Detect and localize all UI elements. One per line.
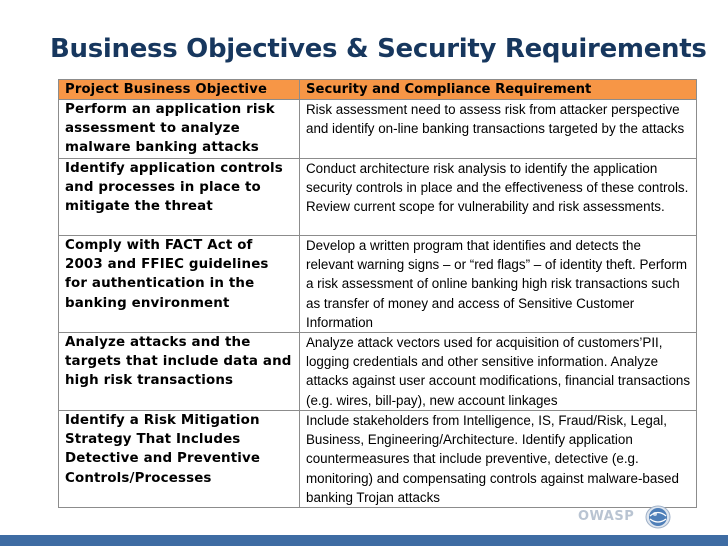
footer-bar <box>0 535 728 546</box>
column-header-requirement: Security and Compliance Requirement <box>300 80 697 100</box>
table-row <box>59 236 697 333</box>
objective-cell: Identify a Risk Mitigation Strategy That Includes Detective and Preventive Controls/Processes <box>59 411 300 508</box>
table-row <box>59 159 697 236</box>
table-row <box>59 333 697 411</box>
objective-cell: Analyze attacks and the targets that include data and high risk transactions <box>59 333 300 411</box>
owasp-logo <box>578 505 672 527</box>
table-row <box>59 411 697 508</box>
requirement-cell: Include stakeholders from Intelligence, IS, Fraud/Risk, Legal, Business, Engineering/Architecture. Identify application countermeasures that include preventive, detective (e.g. monitoring) and compensating controls against malware-based banking Trojan attacks <box>300 411 697 508</box>
objectives-table <box>58 79 697 508</box>
requirement-cell: Develop a written program that identifies and detects the relevant warning signs – or “red flags” – of identity theft. Perform a risk assessment of online banking high risk transactions such as transfer of money and access of Sensitive Customer Information <box>300 236 697 333</box>
column-header-objective: Project Business Objective <box>59 80 300 100</box>
slide-title: Business Objectives & Security Requirements <box>50 34 707 64</box>
objective-cell: Identify application controls and processes in place to mitigate the threat <box>59 159 300 236</box>
table-header-row <box>59 80 697 100</box>
objective-cell: Comply with FACT Act of 2003 and FFIEC guidelines for authentication in the banking environment <box>59 236 300 333</box>
table-row <box>59 100 697 159</box>
requirement-cell: Analyze attack vectors used for acquisition of customers’PII, logging credentials and other sensitive information. Analyze attacks against user account modifications, financial transactions (e.g. wires, bill-pay), new account linkages <box>300 333 697 411</box>
requirement-cell: Conduct architecture risk analysis to identify the application security controls in place and the effectiveness of these controls. Review current scope for vulnerability and risk assessments. <box>300 159 697 236</box>
logo-text: OWASP <box>578 508 635 524</box>
wasp-globe-icon <box>642 503 672 529</box>
requirement-cell: Risk assessment need to assess risk from attacker perspective and identify on-line banking transactions targeted by the attacks <box>300 100 697 159</box>
objective-cell: Perform an application risk assessment to analyze malware banking attacks <box>59 100 300 159</box>
